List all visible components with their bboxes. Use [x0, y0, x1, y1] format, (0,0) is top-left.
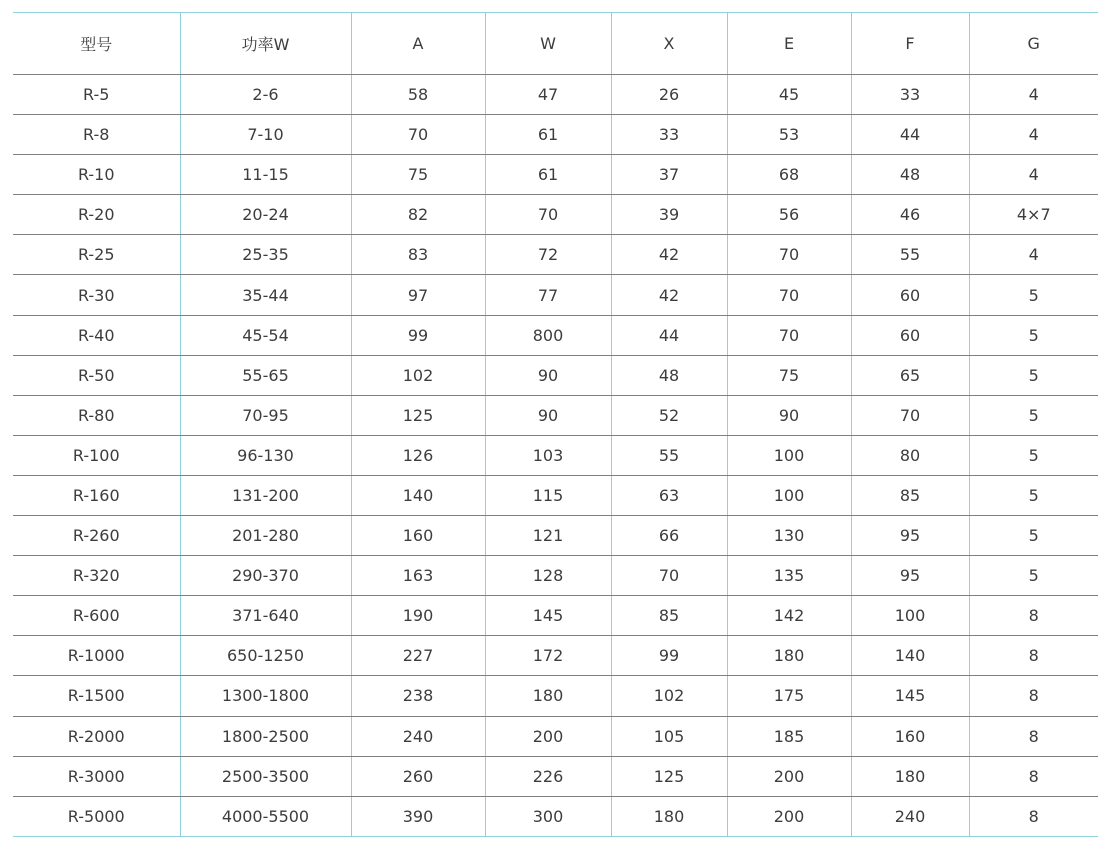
cell-g: 5: [969, 275, 1098, 315]
cell-model: R-320: [13, 556, 180, 596]
cell-g: 4×7: [969, 195, 1098, 235]
cell-w: 61: [485, 115, 611, 155]
cell-x: 52: [611, 395, 727, 435]
table-row: [13, 315, 1098, 355]
cell-x: 180: [611, 796, 727, 836]
cell-power: 4000-5500: [180, 796, 351, 836]
cell-power: 45-54: [180, 315, 351, 355]
cell-x: 102: [611, 676, 727, 716]
cell-model: R-160: [13, 475, 180, 515]
cell-power: 131-200: [180, 475, 351, 515]
cell-x: 39: [611, 195, 727, 235]
cell-g: 8: [969, 676, 1098, 716]
cell-x: 105: [611, 716, 727, 756]
cell-e: 70: [727, 275, 851, 315]
cell-e: 130: [727, 516, 851, 556]
cell-model: R-100: [13, 435, 180, 475]
cell-g: 5: [969, 355, 1098, 395]
cell-model: R-25: [13, 235, 180, 275]
cell-a: 190: [351, 596, 485, 636]
cell-f: 65: [851, 355, 969, 395]
cell-g: 4: [969, 75, 1098, 115]
cell-e: 70: [727, 235, 851, 275]
header-g: G: [969, 13, 1098, 75]
cell-f: 46: [851, 195, 969, 235]
cell-w: 172: [485, 636, 611, 676]
cell-model: R-3000: [13, 756, 180, 796]
cell-x: 33: [611, 115, 727, 155]
cell-w: 77: [485, 275, 611, 315]
header-w: W: [485, 13, 611, 75]
header-f: F: [851, 13, 969, 75]
table-row: [13, 435, 1098, 475]
cell-x: 48: [611, 355, 727, 395]
cell-f: 60: [851, 275, 969, 315]
cell-model: R-80: [13, 395, 180, 435]
cell-a: 160: [351, 516, 485, 556]
cell-e: 180: [727, 636, 851, 676]
cell-f: 44: [851, 115, 969, 155]
cell-w: 72: [485, 235, 611, 275]
cell-g: 8: [969, 596, 1098, 636]
cell-a: 97: [351, 275, 485, 315]
cell-power: 650-1250: [180, 636, 351, 676]
cell-power: 11-15: [180, 155, 351, 195]
cell-x: 37: [611, 155, 727, 195]
cell-w: 90: [485, 395, 611, 435]
cell-a: 140: [351, 475, 485, 515]
cell-power: 371-640: [180, 596, 351, 636]
table-body: [13, 75, 1098, 837]
cell-w: 128: [485, 556, 611, 596]
cell-x: 42: [611, 275, 727, 315]
table-row: [13, 716, 1098, 756]
cell-x: 55: [611, 435, 727, 475]
cell-power: 1800-2500: [180, 716, 351, 756]
cell-a: 82: [351, 195, 485, 235]
table-header: [13, 13, 1098, 75]
cell-g: 5: [969, 395, 1098, 435]
header-a: A: [351, 13, 485, 75]
cell-w: 800: [485, 315, 611, 355]
spec-table: [13, 12, 1098, 837]
cell-e: 135: [727, 556, 851, 596]
cell-a: 58: [351, 75, 485, 115]
cell-model: R-600: [13, 596, 180, 636]
cell-g: 5: [969, 475, 1098, 515]
cell-g: 4: [969, 155, 1098, 195]
cell-model: R-2000: [13, 716, 180, 756]
cell-x: 66: [611, 516, 727, 556]
cell-a: 163: [351, 556, 485, 596]
cell-power: 70-95: [180, 395, 351, 435]
cell-power: 201-280: [180, 516, 351, 556]
cell-f: 33: [851, 75, 969, 115]
cell-a: 126: [351, 435, 485, 475]
header-power: 功率W: [180, 13, 351, 75]
cell-e: 100: [727, 435, 851, 475]
cell-e: 185: [727, 716, 851, 756]
cell-e: 53: [727, 115, 851, 155]
cell-w: 61: [485, 155, 611, 195]
cell-g: 8: [969, 756, 1098, 796]
cell-power: 2500-3500: [180, 756, 351, 796]
cell-e: 175: [727, 676, 851, 716]
cell-f: 160: [851, 716, 969, 756]
cell-power: 290-370: [180, 556, 351, 596]
cell-e: 90: [727, 395, 851, 435]
cell-f: 100: [851, 596, 969, 636]
cell-g: 5: [969, 315, 1098, 355]
cell-a: 102: [351, 355, 485, 395]
cell-model: R-5000: [13, 796, 180, 836]
cell-w: 47: [485, 75, 611, 115]
cell-power: 55-65: [180, 355, 351, 395]
cell-model: R-10: [13, 155, 180, 195]
cell-e: 100: [727, 475, 851, 515]
table-row: [13, 796, 1098, 836]
cell-a: 238: [351, 676, 485, 716]
cell-f: 95: [851, 556, 969, 596]
header-e: E: [727, 13, 851, 75]
cell-g: 8: [969, 636, 1098, 676]
cell-f: 140: [851, 636, 969, 676]
cell-power: 1300-1800: [180, 676, 351, 716]
table-row: [13, 155, 1098, 195]
cell-model: R-30: [13, 275, 180, 315]
cell-a: 260: [351, 756, 485, 796]
cell-e: 45: [727, 75, 851, 115]
cell-g: 8: [969, 796, 1098, 836]
cell-g: 5: [969, 435, 1098, 475]
cell-power: 35-44: [180, 275, 351, 315]
cell-e: 200: [727, 796, 851, 836]
table-row: [13, 75, 1098, 115]
table-row: [13, 355, 1098, 395]
cell-x: 85: [611, 596, 727, 636]
cell-f: 145: [851, 676, 969, 716]
cell-f: 55: [851, 235, 969, 275]
cell-f: 48: [851, 155, 969, 195]
table-row: [13, 235, 1098, 275]
cell-x: 63: [611, 475, 727, 515]
cell-a: 125: [351, 395, 485, 435]
cell-x: 44: [611, 315, 727, 355]
table-row: [13, 676, 1098, 716]
cell-e: 70: [727, 315, 851, 355]
cell-f: 70: [851, 395, 969, 435]
cell-x: 26: [611, 75, 727, 115]
cell-w: 115: [485, 475, 611, 515]
cell-power: 20-24: [180, 195, 351, 235]
table-row: [13, 275, 1098, 315]
cell-g: 5: [969, 556, 1098, 596]
cell-a: 75: [351, 155, 485, 195]
cell-w: 226: [485, 756, 611, 796]
cell-power: 2-6: [180, 75, 351, 115]
cell-w: 200: [485, 716, 611, 756]
table-row: [13, 475, 1098, 515]
cell-model: R-260: [13, 516, 180, 556]
table-row: [13, 516, 1098, 556]
table-row: [13, 395, 1098, 435]
table-row: [13, 596, 1098, 636]
table-row: [13, 195, 1098, 235]
cell-power: 7-10: [180, 115, 351, 155]
cell-x: 70: [611, 556, 727, 596]
table-row: [13, 115, 1098, 155]
cell-w: 180: [485, 676, 611, 716]
cell-w: 90: [485, 355, 611, 395]
cell-e: 56: [727, 195, 851, 235]
cell-f: 85: [851, 475, 969, 515]
cell-g: 8: [969, 716, 1098, 756]
cell-model: R-50: [13, 355, 180, 395]
cell-power: 25-35: [180, 235, 351, 275]
cell-model: R-1000: [13, 636, 180, 676]
cell-a: 83: [351, 235, 485, 275]
cell-w: 70: [485, 195, 611, 235]
header-model: 型号: [13, 13, 180, 75]
cell-f: 60: [851, 315, 969, 355]
cell-model: R-5: [13, 75, 180, 115]
header-x: X: [611, 13, 727, 75]
cell-f: 80: [851, 435, 969, 475]
cell-g: 4: [969, 235, 1098, 275]
table-row: [13, 636, 1098, 676]
cell-model: R-40: [13, 315, 180, 355]
cell-a: 99: [351, 315, 485, 355]
cell-model: R-1500: [13, 676, 180, 716]
cell-f: 180: [851, 756, 969, 796]
table-row: [13, 556, 1098, 596]
cell-w: 121: [485, 516, 611, 556]
cell-x: 125: [611, 756, 727, 796]
cell-w: 103: [485, 435, 611, 475]
cell-w: 145: [485, 596, 611, 636]
cell-e: 200: [727, 756, 851, 796]
cell-a: 390: [351, 796, 485, 836]
cell-w: 300: [485, 796, 611, 836]
cell-model: R-8: [13, 115, 180, 155]
cell-e: 75: [727, 355, 851, 395]
cell-a: 70: [351, 115, 485, 155]
header-row: [13, 13, 1098, 75]
table-row: [13, 756, 1098, 796]
cell-a: 227: [351, 636, 485, 676]
cell-e: 68: [727, 155, 851, 195]
cell-x: 99: [611, 636, 727, 676]
cell-g: 4: [969, 115, 1098, 155]
cell-f: 240: [851, 796, 969, 836]
cell-x: 42: [611, 235, 727, 275]
cell-e: 142: [727, 596, 851, 636]
cell-a: 240: [351, 716, 485, 756]
cell-f: 95: [851, 516, 969, 556]
cell-model: R-20: [13, 195, 180, 235]
cell-g: 5: [969, 516, 1098, 556]
cell-power: 96-130: [180, 435, 351, 475]
